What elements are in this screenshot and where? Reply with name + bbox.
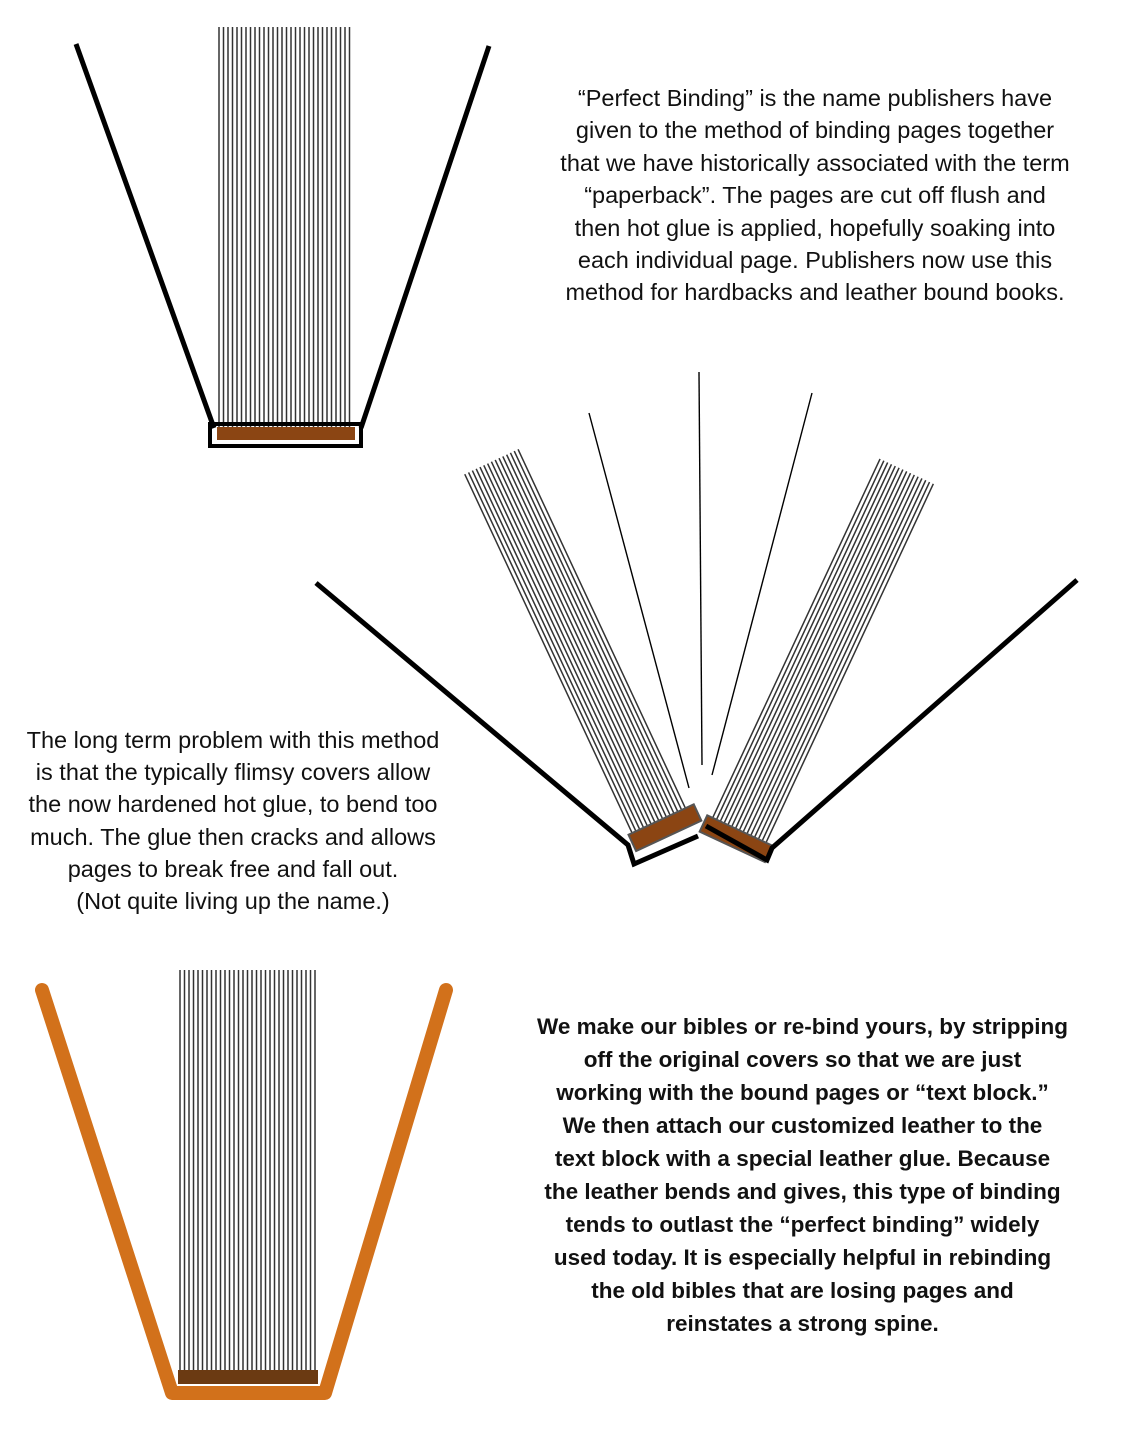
page-line bbox=[472, 471, 639, 830]
perfect-binding-diagram bbox=[76, 27, 489, 446]
page-line bbox=[728, 466, 895, 825]
page-line bbox=[495, 460, 662, 819]
page-line bbox=[713, 459, 880, 818]
text-line: that we have historically associated with the term bbox=[560, 149, 1070, 176]
page-line bbox=[491, 462, 658, 821]
text-line: “Perfect Binding” is the name publishers have bbox=[577, 85, 1053, 111]
loose-page bbox=[699, 372, 702, 765]
page-line bbox=[499, 458, 666, 817]
text-line: the old bibles that are losing pages and bbox=[591, 1278, 1014, 1303]
page-line bbox=[716, 461, 883, 820]
page-line bbox=[724, 464, 891, 823]
right-cover bbox=[361, 46, 489, 428]
page-line bbox=[755, 478, 922, 837]
page-line bbox=[484, 465, 651, 824]
perfect-binding-description bbox=[530, 82, 1100, 309]
page-line bbox=[469, 472, 636, 831]
text-line: “paperback”. The pages are cut off flush and bbox=[584, 182, 1046, 209]
text-line: The long term problem with this method bbox=[26, 727, 440, 753]
text-line: We then attach our customized leather to the bbox=[562, 1113, 1043, 1138]
leather-binding-diagram bbox=[42, 970, 446, 1393]
text-line: the now hardened hot glue, to bend too bbox=[28, 791, 438, 818]
text-line: tends to outlast the “perfect binding” widely bbox=[565, 1212, 1040, 1237]
text-block-pages bbox=[180, 970, 315, 1372]
page-line bbox=[488, 464, 655, 823]
text-line: given to the method of binding pages together bbox=[575, 117, 1055, 144]
text-line: We make our bibles or re-bind yours, by stripping bbox=[537, 1014, 1068, 1039]
text-line: reinstates a strong spine. bbox=[666, 1311, 939, 1336]
text-line: is that the typically flimsy covers allow bbox=[35, 759, 431, 786]
hot-glue-layer bbox=[217, 427, 355, 440]
leather-glue-layer bbox=[178, 1370, 318, 1384]
page-line bbox=[732, 468, 899, 827]
text-line: each individual page. Publishers now use this bbox=[577, 247, 1053, 274]
text-block-pages bbox=[219, 27, 350, 428]
page-line bbox=[507, 455, 674, 814]
text-line: working with the bound pages or “text block.” bbox=[556, 1080, 1049, 1105]
text-line: used today. It is especially helpful in rebinding bbox=[553, 1245, 1052, 1270]
page-line bbox=[514, 451, 681, 810]
text-line: the leather bends and gives, this type of binding bbox=[544, 1179, 1061, 1204]
text-line: then hot glue is applied, hopefully soaking into bbox=[574, 214, 1056, 241]
text-line: pages to break free and fall out. bbox=[67, 855, 399, 882]
leather-cover bbox=[42, 990, 446, 1393]
page-line bbox=[766, 484, 933, 843]
page-line bbox=[747, 475, 914, 834]
page-line bbox=[510, 453, 677, 812]
page-line bbox=[480, 467, 647, 826]
page-line bbox=[762, 482, 929, 841]
leather-binding-description bbox=[505, 1010, 1100, 1340]
page-line bbox=[739, 471, 906, 830]
page-line bbox=[518, 449, 685, 808]
right-cover bbox=[706, 580, 1077, 860]
problem-description bbox=[0, 724, 466, 917]
left-cover bbox=[76, 44, 214, 428]
page-line bbox=[736, 470, 903, 829]
text-line: off the original covers so that we are just bbox=[583, 1047, 1022, 1072]
text-line: method for hardbacks and leather bound books. bbox=[565, 279, 1065, 306]
left-page-stack bbox=[461, 445, 701, 851]
text-line: much. The glue then cracks and allows bbox=[30, 823, 436, 850]
right-page-stack bbox=[700, 456, 940, 862]
page-line bbox=[743, 473, 910, 832]
text-line: (Not quite living up the name.) bbox=[76, 888, 390, 915]
text-line: text block with a special leather glue. Because bbox=[554, 1146, 1051, 1171]
